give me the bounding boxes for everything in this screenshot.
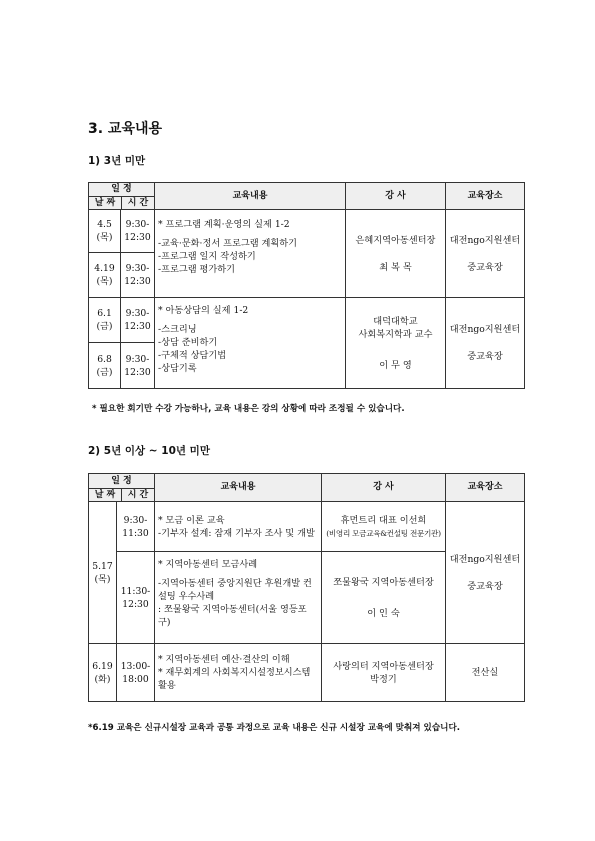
topic-cell: [155, 298, 346, 389]
schedule-label: 일 정: [89, 183, 154, 197]
table-row: [89, 298, 525, 343]
topic-text: -기부자 설계: 잠재 기부자 조사 및 개발: [158, 527, 315, 539]
date-cell: 6.8 (금): [89, 343, 121, 389]
topic-title: * 지역아동센터 모금사례: [158, 559, 258, 570]
schedule-header: [89, 183, 155, 210]
content-header: 교육내용: [155, 183, 346, 210]
time-header: 시 간: [127, 198, 149, 208]
time-cell: 9:30- 12:30: [121, 343, 155, 389]
table-note-2: *6.19 교육은 신규시설장 교육과 공통 과정으로 교육 내용은 신규 시설장 교육에 맞춰져 있습니다.: [88, 723, 461, 733]
instructor-cell: 휴먼트리 대표 이선희 (비영리 모금교육&컨설팅 전문기관): [322, 502, 446, 552]
list-item: -상담기록: [158, 363, 197, 374]
time-cell: 9:30- 12:30: [121, 253, 155, 298]
topic-cell: [155, 644, 322, 702]
instructor-cell: 대덕대학교 사회복지학과 교수 이 무 영: [346, 298, 446, 389]
schedule-header: [89, 474, 155, 502]
venue-header: 교육장소: [446, 474, 525, 502]
date-cell: 5.17 (목): [89, 502, 117, 644]
content-header: 교육내용: [155, 474, 322, 502]
list-item: -구체적 상담기법: [158, 350, 227, 361]
table-row: [89, 644, 525, 702]
topic-title: * 지역아동센터 예산·결산의 이해: [158, 654, 290, 665]
list-item: -스크리닝: [158, 324, 197, 335]
topic-text: : 쪼물왕국 지역아동센터(서울 영등포구): [158, 604, 307, 628]
topic-cell: [155, 552, 322, 644]
topic-title: * 프로그램 계획·운영의 실제 1-2: [158, 219, 290, 230]
table-row: [89, 210, 525, 253]
topic-cell: [155, 210, 346, 298]
instructor-cell: 쪼물왕국 지역아동센터장 이 인 숙: [322, 552, 446, 644]
schedule-table-2: [88, 473, 525, 702]
table-note-1: * 필요한 회기만 수강 가능하나, 교육 내용은 강의 상황에 따라 조정될 수 있습니다.: [92, 404, 405, 414]
topic-text: * 재무회계의 사회복지시설정보시스템 활용: [158, 667, 311, 691]
list-item: -교육·문화·정서 프로그램 계획하기: [158, 238, 298, 249]
venue-header: 교육장소: [446, 183, 525, 210]
list-item: -프로그램 일지 작성하기: [158, 251, 256, 262]
venue-cell: 대전ngo지원센터 중교육장: [446, 210, 525, 298]
date-cell: 6.19 (화): [89, 644, 117, 702]
topic-text: -지역아동센터 중앙지원단 후원개발 컨설팅 우수사례: [158, 578, 312, 602]
time-cell: 11:30- 12:30: [117, 552, 155, 644]
table-row: [89, 502, 525, 552]
date-cell: 6.1 (금): [89, 298, 121, 343]
list-item: -프로그램 평가하기: [158, 264, 236, 275]
topic-title: * 아동상담의 실제 1-2: [158, 305, 249, 316]
time-header: 시 간: [127, 489, 149, 500]
time-cell: 9:30- 12:30: [121, 210, 155, 253]
time-cell: 9:30- 12:30: [121, 298, 155, 343]
instructor-header: 강 사: [346, 183, 446, 210]
instructor-cell: 은혜지역아동센터장 최 복 목: [346, 210, 446, 298]
subsection-title-2: 2) 5년 이상 ~ 10년 미만: [88, 445, 210, 457]
time-cell: 13:00- 18:00: [117, 644, 155, 702]
schedule-label: 일 정: [89, 475, 154, 489]
venue-cell: 대전ngo지원센터 중교육장: [446, 502, 525, 644]
time-cell: 9:30- 11:30: [117, 502, 155, 552]
venue-cell: 대전ngo지원센터 중교육장: [446, 298, 525, 389]
list-item: -상담 준비하기: [158, 337, 218, 348]
instructor-cell: 사랑의터 지역아동센터장 박정기: [322, 644, 446, 702]
venue-cell: 전산실: [446, 644, 525, 702]
date-cell: 4.19 (목): [89, 253, 121, 298]
date-header: 날 짜: [89, 489, 122, 501]
schedule-table-1: [88, 182, 525, 389]
topic-cell: [155, 502, 322, 552]
date-header: 날 짜: [89, 197, 122, 209]
instructor-header: 강 사: [322, 474, 446, 502]
subsection-title-1: 1) 3년 미만: [88, 155, 146, 167]
section-title: 3. 교육내용: [88, 121, 163, 137]
date-cell: 4.5 (목): [89, 210, 121, 253]
topic-title: * 모금 이론 교육: [158, 514, 225, 526]
